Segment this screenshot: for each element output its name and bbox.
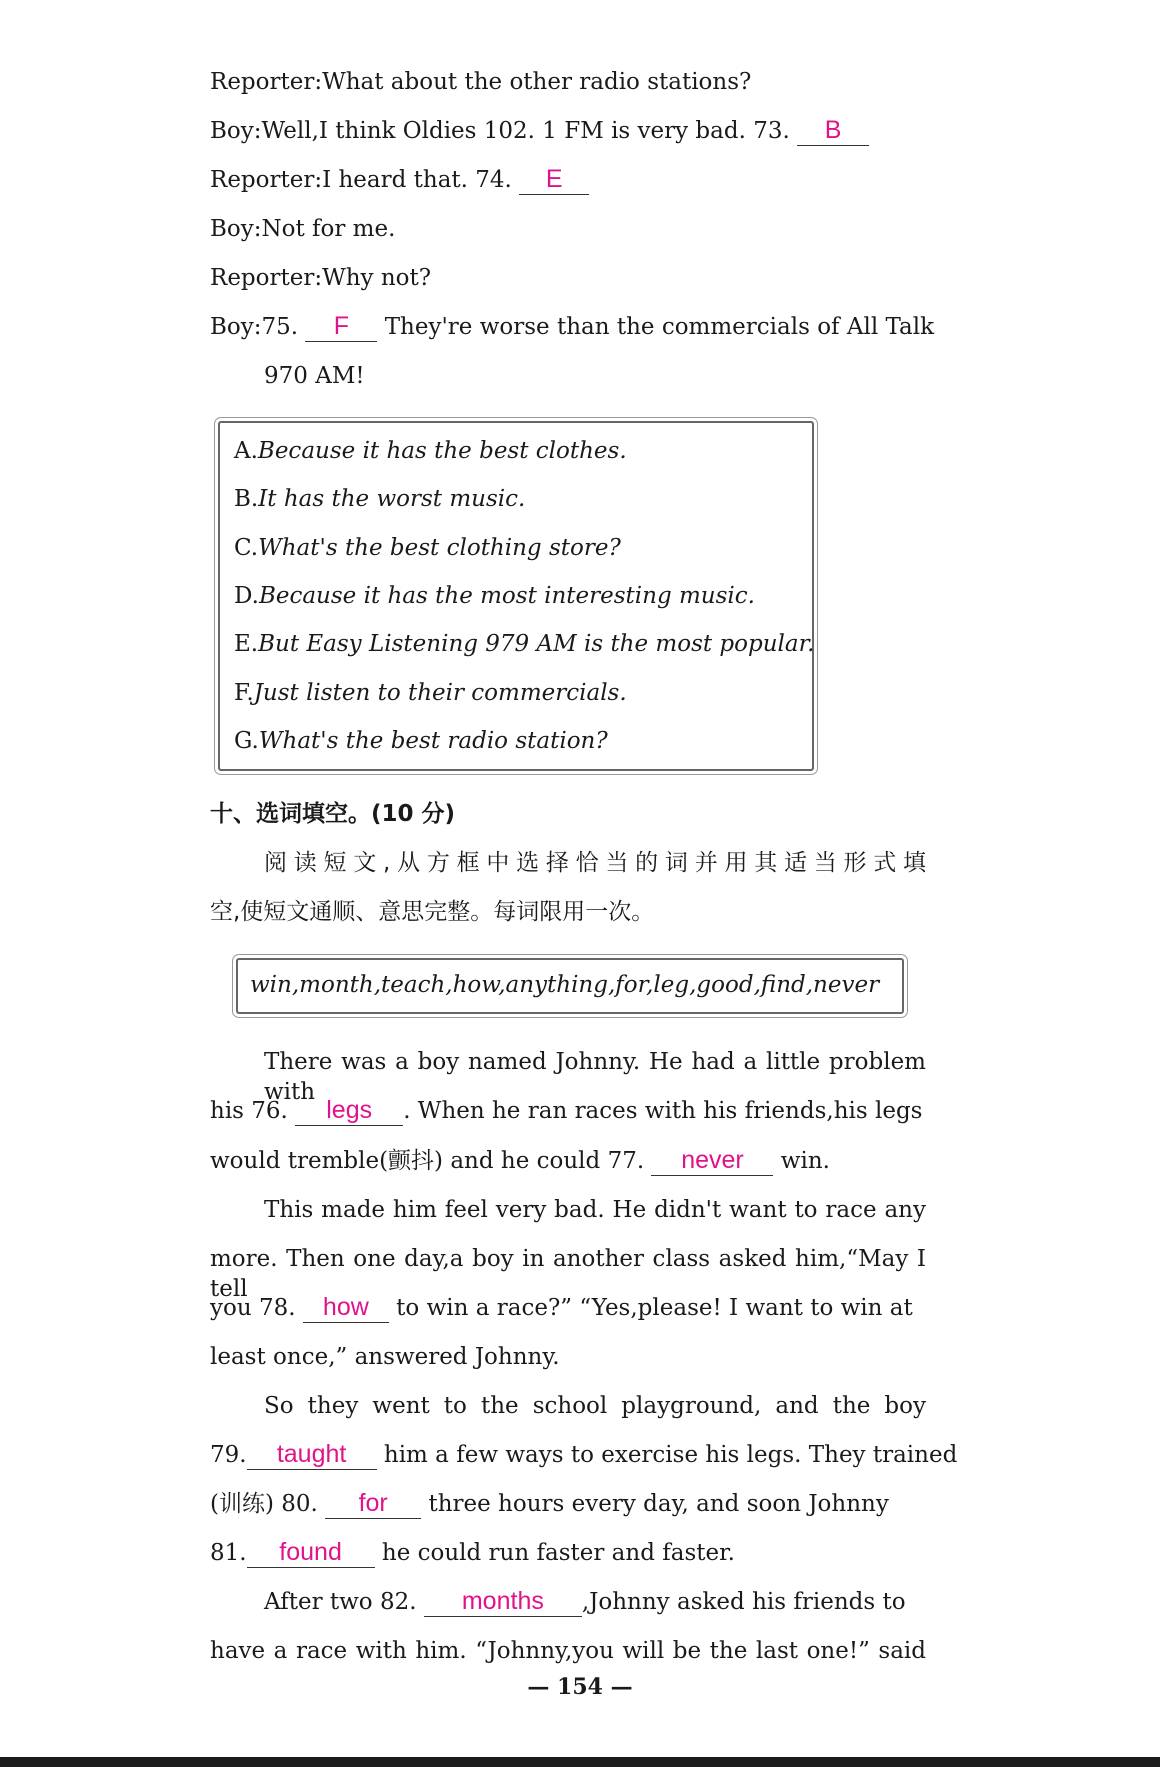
- passage-text: three hours every day, and soon Johnny: [428, 1491, 889, 1517]
- option-letter: C.: [234, 535, 259, 561]
- answer-74: E: [545, 165, 563, 193]
- answer-blank-78: [303, 1294, 389, 1323]
- option-text: Because it has the best clothes.: [257, 438, 627, 464]
- passage-text: 81.: [210, 1540, 247, 1566]
- option-d: [234, 581, 755, 611]
- passage-line-9: [210, 1440, 958, 1470]
- option-text: Just listen to their commercials.: [253, 680, 627, 706]
- option-text: But Easy Listening 979 AM is the most popular.: [258, 631, 815, 657]
- passage-line-4: This made him feel very bad. He didn't want to race any: [264, 1197, 926, 1223]
- passage-line-12: [264, 1587, 980, 1617]
- answer-78: how: [322, 1293, 369, 1321]
- passage-line-10: [210, 1489, 926, 1519]
- passage-line-6: [210, 1293, 926, 1323]
- answer-blank-75: [305, 313, 377, 342]
- option-b: [234, 484, 525, 514]
- option-letter: E.: [234, 631, 259, 657]
- dialogue-line-1: Reporter:What about the other radio stations?: [210, 69, 752, 95]
- passage-text: to win a race?” “Yes,please! I want to win at: [396, 1295, 913, 1321]
- answer-79: taught: [276, 1440, 347, 1468]
- option-letter: D.: [234, 583, 259, 609]
- answer-blank-73: [797, 117, 869, 146]
- answer-blank-76: [295, 1097, 403, 1126]
- answer-81: found: [279, 1538, 342, 1566]
- answer-76: legs: [326, 1096, 373, 1124]
- answer-80: for: [358, 1489, 388, 1517]
- dialogue-text: They're worse than the commercials of All Talk: [377, 314, 935, 340]
- dialogue-line-2: [210, 116, 926, 146]
- option-text: What's the best radio station?: [258, 728, 608, 754]
- option-letter: A.: [234, 438, 258, 464]
- passage-text: After two 82.: [264, 1589, 417, 1615]
- page-number: — 154 —: [527, 1674, 633, 1700]
- passage-text: him a few ways to exercise his legs. They trained: [383, 1442, 958, 1468]
- passage-line-8: So they went to the school playground, and the boy: [264, 1393, 926, 1419]
- passage-line-11: [210, 1538, 926, 1568]
- passage-text: he could run faster and faster.: [381, 1540, 735, 1566]
- section-heading: 十、选词填空。(10 分): [210, 801, 456, 827]
- answer-77: never: [681, 1146, 744, 1174]
- option-c: [234, 533, 621, 563]
- option-g: [234, 726, 608, 756]
- passage-line-5: more. Then one day,a boy in another class asked him,“May I tell: [210, 1246, 926, 1302]
- word-bank: win,month,teach,how,anything,for,leg,good,find,never: [250, 972, 880, 998]
- dialogue-line-7: 970 AM!: [264, 363, 365, 389]
- answer-blank-80: [325, 1490, 421, 1519]
- dialogue-text: Boy:75.: [210, 314, 306, 340]
- option-text: It has the worst music.: [258, 486, 526, 512]
- passage-text: . When he ran races with his friends,his legs: [403, 1098, 923, 1124]
- dialogue-line-6: [210, 312, 935, 342]
- dialogue-text: Boy:Well,I think Oldies 102. 1 FM is very bad. 73.: [210, 118, 798, 144]
- instruction-line-2: 空,使短文通顺、意思完整。每词限用一次。: [210, 899, 655, 925]
- option-letter: B.: [234, 486, 259, 512]
- answer-73: B: [824, 116, 842, 144]
- passage-text: you 78.: [210, 1295, 296, 1321]
- option-a: [234, 436, 627, 466]
- answer-75: F: [333, 312, 350, 340]
- option-letter: G.: [234, 728, 259, 754]
- passage-text: 79.: [210, 1442, 247, 1468]
- passage-line-13: have a race with him. “Johnny,you will be the last one!” said: [210, 1638, 926, 1664]
- option-e: [234, 629, 814, 659]
- option-f: [234, 678, 627, 708]
- instruction-line-1: 阅读短文,从方框中选择恰当的词并用其适当形式填: [264, 850, 926, 876]
- passage-text: win.: [780, 1148, 830, 1174]
- dialogue-line-4: Boy:Not for me.: [210, 216, 396, 242]
- bottom-edge: [0, 1757, 1160, 1767]
- option-letter: F.: [234, 680, 254, 706]
- passage-line-3: [210, 1146, 926, 1176]
- answer-blank-79: [247, 1441, 377, 1470]
- passage-text: (训练) 80.: [210, 1491, 318, 1517]
- dialogue-line-5: Reporter:Why not?: [210, 265, 432, 291]
- passage-text: his 76.: [210, 1098, 288, 1124]
- dialogue-text: Reporter:I heard that. 74.: [210, 167, 520, 193]
- passage-line-2: [210, 1096, 926, 1126]
- option-text: Because it has the most interesting music.: [258, 583, 755, 609]
- answer-blank-81: [247, 1539, 375, 1568]
- passage-line-1: There was a boy named Johnny. He had a little problem with: [264, 1049, 926, 1105]
- option-text: What's the best clothing store?: [258, 535, 621, 561]
- answer-blank-74: [519, 166, 589, 195]
- passage-text: would tremble(颤抖) and he could 77.: [210, 1148, 645, 1174]
- passage-text: ,Johnny asked his friends to: [581, 1589, 906, 1615]
- dialogue-line-3: [210, 165, 926, 195]
- answer-blank-77: [651, 1147, 773, 1176]
- answer-82: months: [461, 1587, 544, 1615]
- passage-line-7: least once,” answered Johnny.: [210, 1344, 560, 1370]
- answer-blank-82: [424, 1588, 582, 1617]
